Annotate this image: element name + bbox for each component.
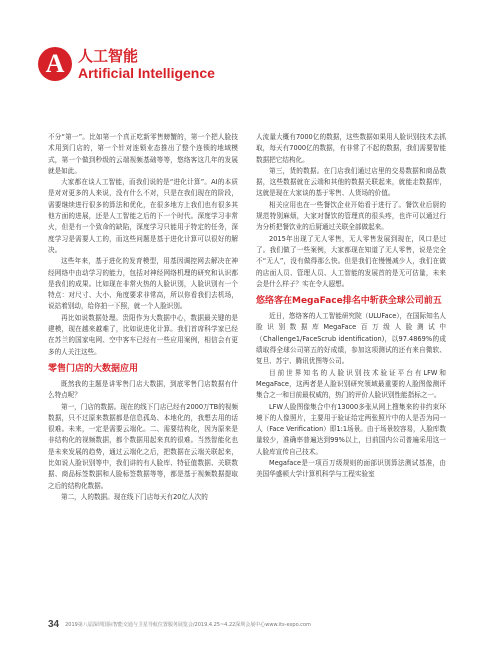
left-column: [48, 132, 238, 503]
right-column-paragraph: 人流量大概有7000亿的数据，这些数据如果用人脸识别技术去抓取，每天有7000亿的数据，有非常了不起的数据，我们需要智能数据把它结构化。: [256, 133, 446, 164]
section-title-en: Artificial Intelligence: [78, 64, 215, 81]
right-column-paragraph: 目前世界知名的人脸识别技术验证平台有LFW和MegaFace，这两者是人脸识别研究领域最重要的人脸图像测评集合之一和目前最权威的，热门的评价人脸识别性能指标之一。: [256, 368, 446, 400]
footer-text: 2019第八届深圳国际智能交通与卫星导航位置服务展览会/2019.4.25~4.22深圳会展中心www.its-expo.com: [65, 621, 311, 628]
right-column-paragraph: 近日，悠络客的人工智能研究院（ULUFace），在国际知名人脸识别数据库MegaFace百万级人脸测试中（Challenge1/FaceScrub identification)，以97.4869%的成绩取得全球公司第五的好成绩，参加这项测试的还有来自微软、复旦、苏宁、腾讯优图等公司。: [256, 312, 446, 366]
left-column-paragraph: 大家都在谈人工智能，而我们说的是“进化计算”。AI的本质是对对更多的人来说，没有什么不对，只是在我们现在的阶段，需要继续进行很多的算法和优化，在很多地方上我们也有很多其他方面的进展，还是人工智能之后的下一个时代。深度学习非常火，但是有一个致命的缺陷，深度学习只能用于特定的任务，深度学习是需要人工的，而这些问题是基于进化计算可以很好的解决。: [48, 178, 238, 254]
section-title-cn: 人工智能: [78, 46, 139, 65]
section-title: [78, 48, 215, 81]
left-column-paragraph: 第一，门店的数据。现在的线下门店已经有2000万TB的视频数据，只不过原来数据都是信息孤岛、本地化的，我想去用的话很难。未来，一定是需要云端化。二、需要结构化，因为原来是非结构化的视频数据，都个数据用起来真的很难。当然智能化也是未来发展的趋势，通过云端化之后，把数据在云端关联起来，比如说人脸识别等中，我们讲的有人脸库、特征值数据、关联数据、商品标签数据和人脸标签数据等等，都是基于视频数据提取之后的结构化数据。: [48, 402, 238, 490]
page-footer: [48, 618, 448, 630]
right-column-paragraph: Megaface是一项百万级规则的面部识别算法测试基准，由美国华盛顿大学计算机科学与工程实验室: [256, 459, 446, 479]
left-column-paragraph: 不分“第一”。比如第一个真正吃新零售螃蟹的，第一个把人脸技术用到门店的，第一个针对连锁业态推出了整个连锁的地域模式，第一个做到秒级的云端视频基础等等，悠络客这几年的发展就是如此。: [48, 133, 238, 175]
right-column: [256, 132, 446, 481]
section-badge-icon: A: [38, 47, 72, 81]
right-column-paragraph: 相关应用也在一些餐饮企业开始看于进行了。餐饮业后厨的规范特别麻烦，大家对餐饮的管理真的很头疼，也许可以通过行为分析把餐饮业的后厨通过关联全部做起来。: [256, 200, 446, 232]
right-column-paragraph: LFW人脸图像集合中有13000多张从网上搜集来的非约束环境下的人像照片，主要用于验证给定两张照片中的人是否为同一人（Face Verification）即1:1场景。由于场景较容易，人脸库数量较少，准确率普遍达到99%以上，目前国内公司普遍采用这一人脸库宣传自己技术。: [256, 402, 446, 456]
right-column-paragraph: 2015年出现了无人零售，无人零售发展到现在，风口是过了。我们做了一些案例，大家都现在知道了无人零售，说是完全不“无人”，没有做得那么快。但是我们在慢慢减少人，我们在做的店面人员、管理人员、人工智能的发展首的是无可估量，未来会是什么样子？实在令人遐想。: [256, 234, 446, 288]
right-column-paragraph: 第三，货的数据。在门店我们通过店里的交易数据和商品数据，这些数据就在云端和其他的数据关联起来，就能走数据库，这就是现在大家谈的基于零售、人货场的价值。: [256, 166, 446, 198]
page-number: 34: [48, 618, 60, 630]
left-column-paragraph: 再比如说数据处理。贵阳作为大数据中心，数据最关键的是建模，现在越来越难了，比如说进化计算。我们首席科学家已经在苏兰的国家电网、空中客车已经有一些应用案例，相信会有更多的人关注这些。: [48, 313, 238, 356]
left-column-heading: 零售门店的大数据应用: [48, 363, 139, 374]
left-column-paragraph: 第二，人的数据。现在线下门店每天有20亿人次的: [61, 492, 208, 501]
right-column-heading: 悠络客在MegaFace排名中斩获全球公司前五: [256, 296, 442, 307]
left-column-paragraph: 既然我的主题是讲零售门店大数据，到底零售门店数据有什么特点呢？: [48, 379, 238, 400]
left-column-paragraph: 这些年来，基于进化的发育模型，用基因调控网去解决在神经网络中由动学习的能力，包括对神经网络机理的研究和认识都是我们的成果。比如现在非常火热的人脸识别，人脸识别有一个特点：对尺寸、大小、角度要求非常高，所以你看我们去机场，说站着别动，给你拍一下照，就一个人脸识别。: [48, 257, 238, 311]
section-header: [38, 46, 215, 82]
